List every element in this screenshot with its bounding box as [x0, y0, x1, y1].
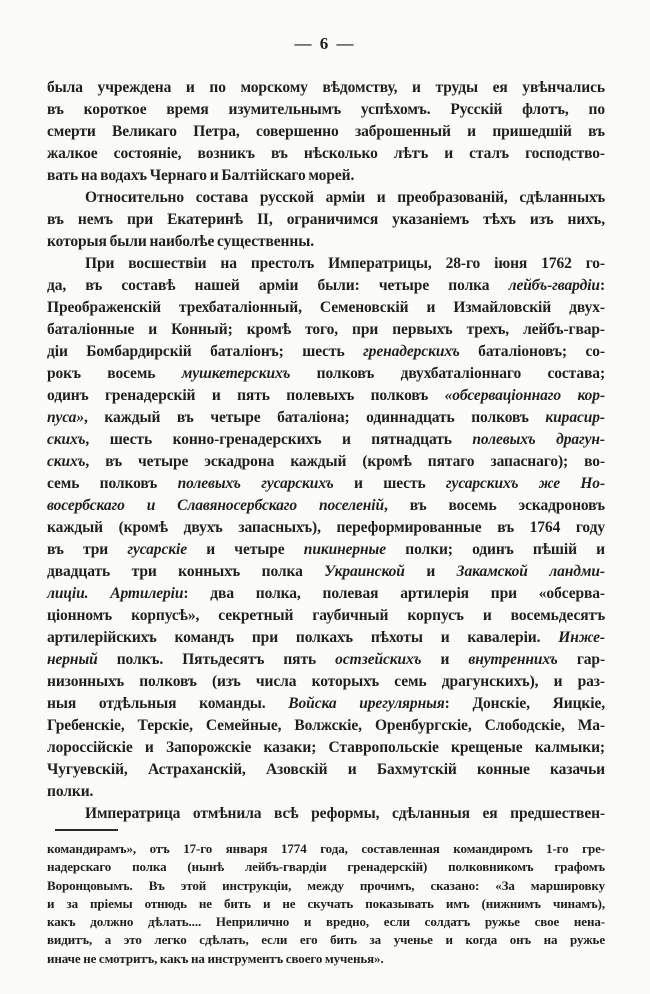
text-run: полковъ двухбаталіоннаго состава; — [290, 365, 606, 382]
italic-run: гусарскіе — [127, 541, 187, 558]
text-run: и — [404, 563, 457, 580]
text-run: какъ должно дѣлать.... Неприлично и вредно, если солдатъ ружье свое нена- — [47, 914, 605, 930]
italic-run: восербскаго и Славяносербскаго поселеній — [47, 497, 385, 514]
text-line — [47, 385, 605, 407]
text-run: Воронцовымъ. Въ этой инструкціи, между прочимъ, сказано: «За маршировку — [47, 877, 605, 893]
italic-run: гренадерскихъ — [363, 343, 460, 360]
text-line — [47, 143, 605, 165]
text-run: полкъ. Пятьдесятъ пять — [97, 651, 336, 668]
text-run: двадцать три конныхъ полка — [47, 563, 325, 580]
text-line — [47, 931, 605, 949]
italic-run: остзейскихъ — [335, 651, 422, 668]
text-line — [47, 473, 605, 495]
text-line — [47, 759, 605, 781]
text-run: и шесть — [333, 475, 446, 492]
italic-run: лиціи. Артилеріи — [47, 585, 184, 602]
text-run: въ три — [47, 541, 128, 558]
text-run: лороссійскіе и Запорожскіе казаки; Ставропольскіе крещеные калмыки; — [47, 739, 605, 756]
italic-run: нерный — [47, 651, 98, 668]
text-run: Императрица отмѣнила всѣ реформы, сдѣланныя ея предшествен- — [85, 805, 605, 822]
text-run: полки. — [47, 783, 94, 800]
text-line — [47, 407, 605, 429]
text-line — [47, 840, 605, 858]
text-run: баталіонные и Конный; кромѣ того, при первыхъ трехъ, лейбъ-гвар- — [47, 321, 605, 338]
text-run: гар- — [557, 651, 605, 668]
text-run: и — [421, 651, 469, 668]
text-line — [47, 341, 605, 363]
text-line — [47, 737, 605, 759]
text-line — [47, 495, 605, 517]
text-run: каждый (кромѣ двухъ запасныхъ), переформированные въ 1764 году — [47, 519, 605, 536]
text-run: , въ восемь эскадроновъ — [384, 497, 605, 514]
italic-run: скихъ — [47, 453, 86, 470]
text-run: смерти Великаго Петра, совершенно заброшенный и пришедшій въ — [47, 123, 605, 140]
italic-run: пуса» — [47, 409, 84, 426]
text-line — [47, 429, 605, 451]
text-run: вать на водахъ Чернаго и Балтійскаго морей. — [47, 167, 355, 184]
text-line — [47, 297, 605, 319]
text-run: семь полковъ — [47, 475, 178, 492]
paragraph — [47, 840, 605, 968]
text-line — [47, 77, 605, 99]
text-run: надерскаго полка (нынѣ лейбъ-гвардіи гренадерскій) полковникомъ графомъ — [47, 859, 605, 875]
text-run: ціонномъ корпусѣ», секретный гаубичный корпусъ и восемьдесятъ — [47, 607, 605, 624]
text-run: Гребенскіе, Терскіе, Семейные, Волжскіе, Оренбургскіе, Слободскіе, Ма- — [47, 717, 605, 734]
text-run: , шесть конно-гренадерскихъ и пятнадцать — [85, 431, 473, 448]
text-run: полки; одинъ пѣшій и — [386, 541, 605, 558]
italic-run: полевыхъ драгун- — [472, 431, 605, 448]
text-line — [47, 803, 605, 825]
text-line — [47, 517, 605, 539]
text-line — [47, 275, 605, 297]
text-line — [47, 605, 605, 627]
footnote — [47, 840, 605, 968]
text-run: Преображенскій трехбаталіонный, Семеновскій и Измайловскій двух- — [47, 299, 605, 316]
text-line — [47, 165, 605, 187]
body-text — [47, 77, 605, 825]
italic-run: Инже- — [558, 629, 605, 646]
italic-run: кирасир- — [545, 409, 605, 426]
text-run: которыя были наиболѣе существенны. — [47, 233, 314, 250]
text-run: , каждый въ четыре баталіона; одиннадцать полковъ — [83, 409, 546, 426]
text-run: одинъ гренадерскій и пять полевыхъ полковъ — [47, 387, 445, 404]
page-header — [0, 34, 650, 54]
paragraph — [47, 187, 605, 253]
text-run: жалкое состояніе, возникъ въ нѣсколько лѣтъ и сталъ господство- — [47, 145, 605, 162]
text-run: да, въ составѣ нашей арміи были: четыре полка — [47, 277, 509, 294]
text-line — [47, 913, 605, 931]
text-line — [47, 895, 605, 913]
paragraph — [47, 77, 605, 187]
italic-run: гусарскихъ же Но- — [445, 475, 605, 492]
text-line — [47, 319, 605, 341]
text-run: : два полка, полевая артилерія при «обсерва- — [183, 585, 605, 602]
text-run: При восшествіи на престолъ Императрицы, 28-го іюня 1762 го- — [85, 255, 605, 272]
text-run: баталіоновъ; со- — [459, 343, 605, 360]
text-line — [47, 671, 605, 693]
paragraph — [47, 253, 605, 803]
text-run: видитъ, а это легко сдѣлать, если его бить за ученье и когда онъ на ружье — [47, 932, 605, 948]
italic-run: Закамской ландми- — [456, 563, 605, 580]
text-line — [47, 187, 605, 209]
text-line — [47, 649, 605, 671]
text-line — [47, 561, 605, 583]
text-run: въ короткое время изумительнымъ успѣхомъ. Русскій флотъ, по — [47, 101, 605, 118]
text-run: и четыре — [186, 541, 304, 558]
text-line — [47, 627, 605, 649]
text-line — [47, 253, 605, 275]
text-line — [47, 715, 605, 737]
text-run: ныя отдѣльныя команды. — [47, 695, 289, 712]
text-run: артилерійскихъ командъ при полкахъ пѣхоты и кавалеріи. — [47, 629, 559, 646]
italic-run: пикинерные — [303, 541, 386, 558]
italic-run: лейбъ-гвардіи — [508, 277, 600, 294]
paragraph — [47, 803, 605, 825]
footnote-separator — [55, 829, 118, 831]
text-run: , въ четыре эскадрона каждый (кромѣ пятаго запаснаго); во- — [85, 453, 605, 470]
italic-run: мушкетерскихъ — [181, 365, 291, 382]
text-line — [47, 99, 605, 121]
text-line — [47, 363, 605, 385]
text-run: низонныхъ полковъ (изъ числа которыхъ семь драгунскихъ), и раз- — [47, 673, 605, 690]
italic-run: Украинской — [324, 563, 405, 580]
text-run: Относительно состава русской арміи и преобразованій, сдѣланныхъ — [85, 189, 605, 206]
text-line — [47, 693, 605, 715]
text-line — [47, 583, 605, 605]
text-run: и за пріемы отнюдь не бить и не скучать показывать имъ (нижнимъ чинамъ), — [47, 895, 605, 911]
page-number: — 6 — — [294, 34, 356, 53]
text-run: Чугуевскій, Астраханскій, Азовскій и Бахмутскій конные казачьи — [47, 761, 605, 778]
text-line — [47, 539, 605, 561]
italic-run: «обсерваціоннаго кор- — [444, 387, 605, 404]
text-line — [47, 781, 605, 803]
italic-run: полевыхъ гусарскихъ — [177, 475, 334, 492]
italic-run: Войска ирегулярныя — [288, 695, 445, 712]
text-line — [47, 451, 605, 473]
text-run: была учреждена и по морскому вѣдомству, и труды ея увѣнчались — [47, 79, 605, 96]
text-line — [47, 877, 605, 895]
text-run: иначе не смотритъ, какъ на инструментъ своего мученья». — [47, 950, 384, 966]
text-run: рокъ восемь — [47, 365, 182, 382]
italic-run: скихъ — [47, 431, 86, 448]
text-run: въ немъ при Екатеринѣ II, ограничимся указаніемъ тѣхъ изъ нихъ, — [47, 211, 605, 228]
text-run: : Донскіе, Яицкіе, — [444, 695, 606, 712]
text-run: діи Бомбардирскій баталіонъ; шесть — [47, 343, 364, 360]
text-line — [47, 209, 605, 231]
text-run: командирамъ», отъ 17-го января 1774 года, составленная командиромъ 1-го гре- — [47, 841, 605, 856]
text-run: : — [599, 277, 605, 294]
text-line — [47, 231, 605, 253]
italic-run: внутреннихъ — [468, 651, 558, 668]
text-line — [47, 121, 605, 143]
text-line — [47, 950, 605, 968]
text-line — [47, 858, 605, 876]
